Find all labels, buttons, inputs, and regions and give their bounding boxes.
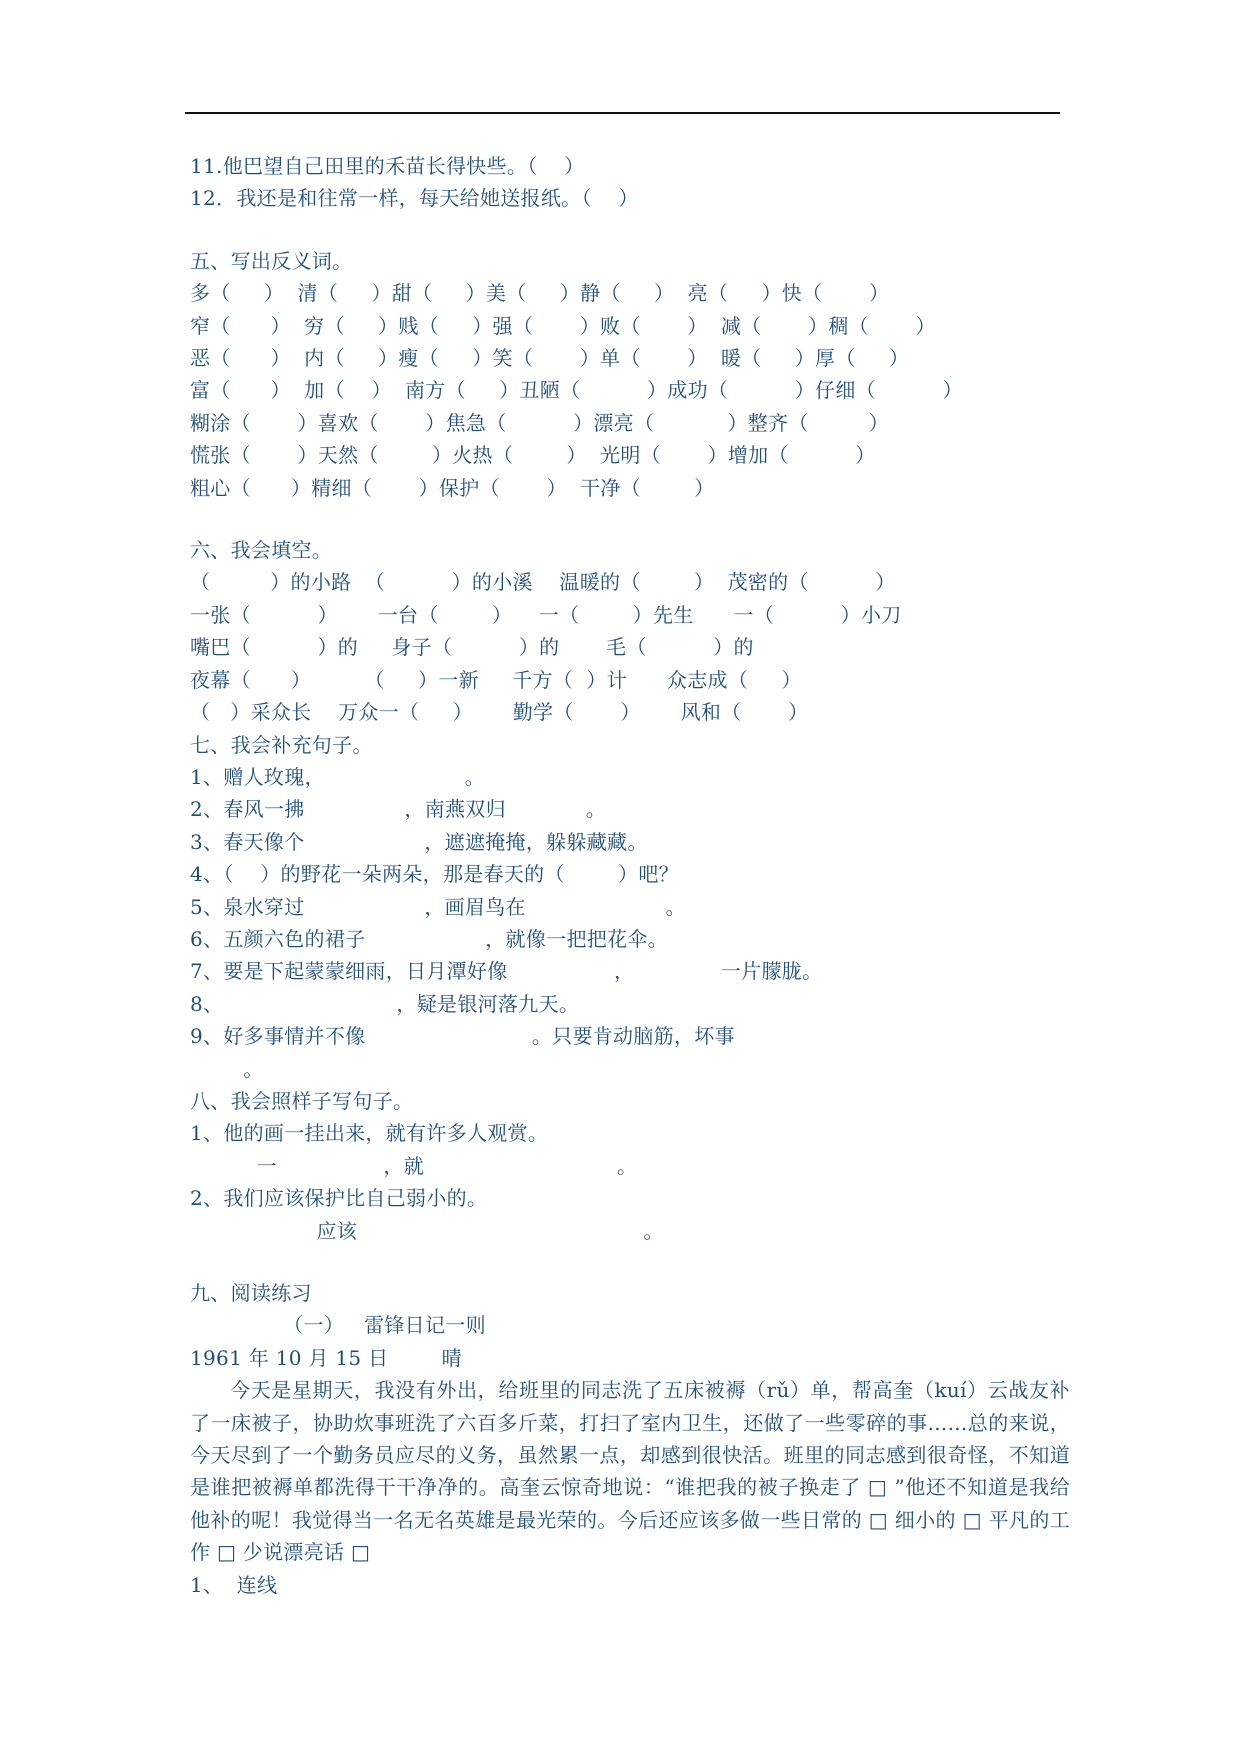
sec9-subtitle: （一） 雷锋日记一则 [190,1313,486,1338]
sec7-line-1: 1、赠人玫瑰， 。 [190,764,485,789]
sec6-line-1: （ ）的小路 （ ）的小溪 温暖的（ ） 茂密的（ ） [190,570,896,595]
spacer [190,215,1070,245]
sec6-line-5: （ ）采众长 万众一（ ） 勤学（ ） 风和（ ） [190,700,809,725]
sec8-line-2: 一 ，就 。 [190,1153,638,1178]
sec5-title: 五、写出反义词。 [190,248,353,273]
sec7-line-3: 3、春天像个 ，遮遮掩掩，躲躲藏藏。 [190,829,648,854]
sec5-line-5: 糊涂（ ）喜欢（ ）焦急（ ）漂亮（ ）整齐（ ） [190,410,889,435]
header-rule [185,112,1060,114]
sec7-line-5: 5、泉水穿过 ，画眉鸟在 。 [190,894,686,919]
spacer [190,504,1070,534]
sec8-title: 八、我会照样子写句子。 [190,1088,414,1113]
sec7-line-7: 7、要是下起蒙蒙细雨，日月潭好像 ， 一片朦胧。 [190,959,823,984]
sec4-item-12: 12．我还是和往常一样，每天给她送报纸。（ ） [190,186,639,211]
sec5-line-6: 慌张（ ）天然（ ）火热（ ） 光明（ ）增加（ ） [190,443,876,468]
sec9-dateline: 1961 年 10 月 15 日 晴 [190,1345,462,1370]
sec8-line-1: 1、他的画一挂出来，就有许多人观赏。 [190,1121,549,1146]
sec9-paragraph: 今天是星期天，我没有外出，给班里的同志洗了五床被褥（rǔ）单，帮高奎（kuí）云战友补了一床被子，协助炊事班洗了六百多斤菜，打扫了室内卫生，还做了一些零碎的事......总的来说，今天尽到了一个勤务员应尽的义务，虽然累一点，却感到很快活。班里的同志感到很奇怪，不知道是谁把被褥单都洗得干干净净的。高奎云惊奇地说：“谁把我的被子换走了 □ ”他还不知道是我给他补的呢！我觉得当一名无名英雄是最光荣的。今后还应该多做一些日常的 □ 细小的 □ 平凡的工作 □ 少说漂亮话 □ [190,1378,1070,1565]
sec7-line-9-cont: 。 [190,1056,264,1081]
spacer [190,1247,1070,1277]
sec5-line-1: 多（ ） 清（ ）甜（ ）美（ ）静（ ） 亮（ ）快（ ） [190,281,890,306]
sec5-line-3: 恶（ ） 内（ ）瘦（ ）笑（ ）单（ ） 暖（ ）厚（ ） [190,346,910,371]
sec5-line-7: 粗心（ ）精细（ ）保护（ ） 干净（ ） [190,475,715,500]
sec6-line-2: 一张（ ） 一台（ ） 一（ ）先生 一（ ）小刀 [190,602,902,627]
sec6-line-3: 嘴巴（ ）的 身子（ ）的 毛（ ）的 [190,635,754,660]
sec6-title: 六、我会填空。 [190,538,333,563]
sec7-line-9: 9、好多事情并不像 。只要肯动脑筋，坏事 [190,1024,735,1049]
sec7-line-4: 4、（ ）的野花一朵两朵，那是春天的（ ）吧？ [190,862,679,887]
sec4-item-11: 11.他巴望自己田里的禾苗长得快些。（ ） [190,154,585,178]
document-body [190,150,1070,1601]
sec7-title: 七、我会补充句子。 [190,732,373,757]
sec7-line-8: 8、 ，疑是银河落九天。 [190,991,580,1016]
sec9-title: 九、阅读练习 [190,1281,312,1305]
sec5-line-4: 富（ ） 加（ ） 南方（ ）丑陋（ ）成功（ ）仔细（ ） [190,378,963,403]
sec8-line-4: 应该 。 [190,1218,664,1243]
sec7-line-2: 2、春风一拂 ，南燕双归 。 [190,797,607,822]
sec9-question-1: 1、 连线 [190,1572,278,1597]
sec5-line-2: 窄（ ） 穷（ ）贱（ ）强（ ）败（ ） 减（ ）稠（ ） [190,313,936,338]
sec8-line-3: 2、我们应该保护比自己弱小的。 [190,1186,488,1211]
sec7-line-6: 6、五颜六色的裙子 ，就像一把把花伞。 [190,926,668,951]
sec6-line-4: 夜幕（ ） （ ）一新 千方（ ）计 众志成（ ） [190,667,802,692]
